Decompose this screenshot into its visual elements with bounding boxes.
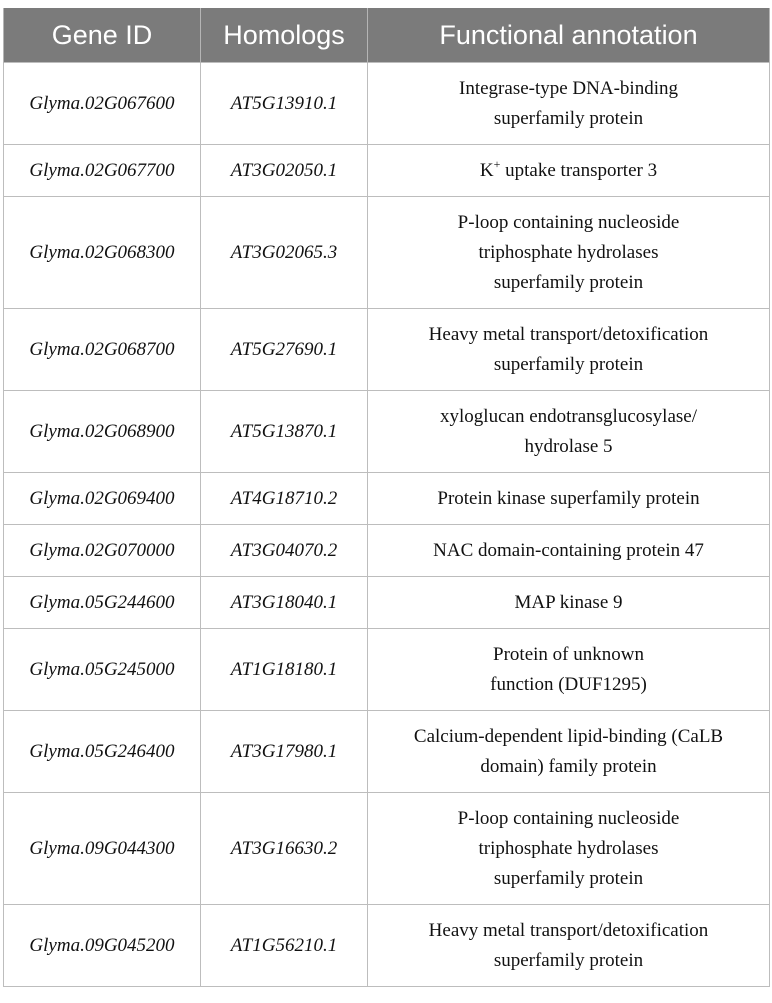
annotation-line: superfamily protein [493, 353, 644, 375]
homolog-cell: AT1G56210.1 [201, 905, 368, 987]
homolog-cell: AT5G13910.1 [201, 63, 368, 145]
gene-id-cell: Glyma.02G067700 [4, 145, 201, 197]
annotation-line: superfamily protein [493, 867, 644, 889]
gene-id-cell: Glyma.05G244600 [4, 577, 201, 629]
homolog-cell: AT3G17980.1 [201, 711, 368, 793]
gene-id-cell: Glyma.09G044300 [4, 793, 201, 905]
homolog-cell: AT4G18710.2 [201, 473, 368, 525]
annotation-cell [368, 145, 770, 197]
gene-id-cell: Glyma.02G069400 [4, 473, 201, 525]
annotation-line: Integrase-type DNA-binding [459, 77, 678, 99]
table-row [4, 197, 770, 309]
table-row [4, 309, 770, 391]
table-row [4, 473, 770, 525]
homolog-cell: AT3G18040.1 [201, 577, 368, 629]
table-row [4, 905, 770, 987]
gene-table-container [3, 8, 769, 987]
annotation-line: P-loop containing nucleoside [457, 807, 680, 829]
annotation-line: Protein kinase superfamily protein [437, 487, 700, 509]
homolog-cell: AT5G27690.1 [201, 309, 368, 391]
annotation-line: superfamily protein [493, 271, 644, 293]
annotation-cell [368, 711, 770, 793]
header-functional-annotation: Functional annotation [368, 8, 770, 63]
annotation-cell [368, 197, 770, 309]
gene-id-cell: Glyma.02G068700 [4, 309, 201, 391]
annotation-line: function (DUF1295) [490, 673, 647, 695]
annotation-suffix: uptake transporter 3 [500, 159, 658, 181]
annotation-line: domain) family protein [480, 755, 657, 777]
homolog-cell: AT5G13870.1 [201, 391, 368, 473]
table-row [4, 577, 770, 629]
annotation-prefix: K [479, 159, 494, 181]
table-row [4, 391, 770, 473]
header-homologs: Homologs [201, 8, 368, 63]
annotation-cell [368, 309, 770, 391]
table-row [4, 525, 770, 577]
table-row [4, 629, 770, 711]
gene-id-cell: Glyma.05G245000 [4, 629, 201, 711]
annotation-line: MAP kinase 9 [514, 591, 623, 613]
table-row [4, 793, 770, 905]
annotation-line: Calcium-dependent lipid-binding (CaLB [413, 725, 724, 747]
annotation-cell [368, 793, 770, 905]
annotation-cell [368, 63, 770, 145]
homolog-cell: AT1G18180.1 [201, 629, 368, 711]
annotation-cell [368, 577, 770, 629]
annotation-cell [368, 905, 770, 987]
header-row [4, 8, 770, 63]
annotation-line: superfamily protein [493, 949, 644, 971]
annotation-line: P-loop containing nucleoside [457, 211, 680, 233]
annotation-cell [368, 525, 770, 577]
gene-id-cell: Glyma.02G068900 [4, 391, 201, 473]
annotation-line: Heavy metal transport/detoxification [428, 323, 709, 345]
annotation-superscript: + [493, 156, 501, 171]
annotation-line: triphosphate hydrolases [478, 241, 659, 263]
table-row [4, 145, 770, 197]
annotation-cell [368, 629, 770, 711]
header-gene-id: Gene ID [4, 8, 201, 63]
homolog-cell: AT3G16630.2 [201, 793, 368, 905]
gene-id-cell: Glyma.02G070000 [4, 525, 201, 577]
annotation-line: NAC domain-containing protein 47 [433, 539, 704, 561]
gene-id-cell: Glyma.05G246400 [4, 711, 201, 793]
homolog-cell: AT3G02050.1 [201, 145, 368, 197]
gene-annotation-table [3, 8, 770, 987]
annotation-cell [368, 391, 770, 473]
annotation-line: Protein of unknown [493, 643, 644, 665]
annotation-line: hydrolase 5 [524, 435, 613, 457]
annotation-cell [368, 473, 770, 525]
annotation-line: xyloglucan endotransglucosylase/ [440, 405, 697, 427]
table-body [4, 63, 770, 987]
gene-id-cell: Glyma.02G067600 [4, 63, 201, 145]
annotation-line: superfamily protein [493, 107, 644, 129]
table-row [4, 63, 770, 145]
gene-id-cell: Glyma.02G068300 [4, 197, 201, 309]
gene-id-cell: Glyma.09G045200 [4, 905, 201, 987]
table-row [4, 711, 770, 793]
annotation-line: triphosphate hydrolases [478, 837, 659, 859]
table-header [4, 8, 770, 63]
homolog-cell: AT3G04070.2 [201, 525, 368, 577]
annotation-line: Heavy metal transport/detoxification [428, 919, 709, 941]
homolog-cell: AT3G02065.3 [201, 197, 368, 309]
